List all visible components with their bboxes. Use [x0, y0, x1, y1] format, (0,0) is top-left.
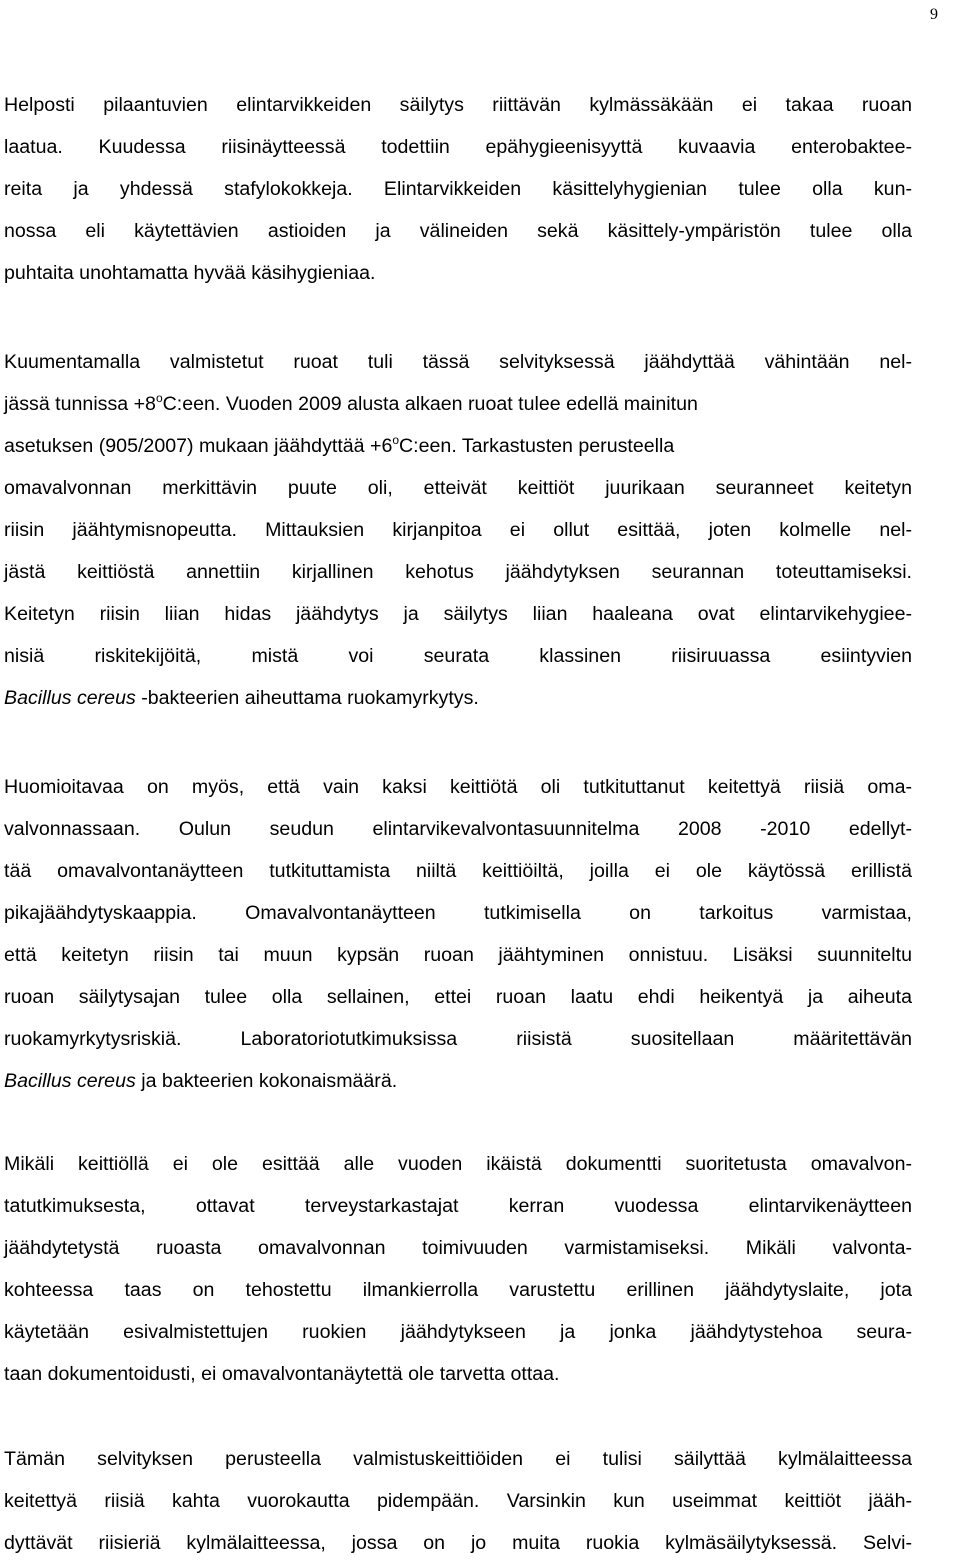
text-line: kohteessa taas on tehostettu ilmankierrolla varustettu erillinen jäähdytyslaite, jota	[4, 1279, 912, 1301]
text-segment: -bakteerien aiheuttama ruokamyrkytys.	[135, 687, 479, 709]
text-line: ruoan säilytysajan tulee olla sellainen, ettei ruoan laatu ehdi heikentyä ja aiheuta	[4, 986, 912, 1008]
text-line: nisiä riskitekijöitä, mistä voi seurata klassinen riisiruuassa esiintyvien	[4, 645, 912, 667]
paragraph-3	[4, 766, 912, 1102]
page-number: 9	[930, 6, 938, 23]
text-line: jästä keittiöstä annettiin kirjallinen kehotus jäähdytyksen seurannan toteuttamiseksi.	[4, 561, 912, 583]
text-line	[4, 425, 912, 467]
text-line: omavalvonnan merkittävin puute oli, etteivät keittiöt juurikaan seuranneet keitetyn	[4, 477, 912, 499]
text-line: Mikäli keittiöllä ei ole esittää alle vuoden ikäistä dokumentti suoritetusta omavalvon-	[4, 1153, 912, 1175]
text-line: puhtaita unohtamatta hyvää käsihygieniaa.	[4, 262, 376, 284]
degree-superscript: o	[392, 433, 400, 447]
species-name: Bacillus cereus	[4, 687, 136, 709]
text-line: ruokamyrkytysriskiä. Laboratoriotutkimuksissa riisistä suositellaan määritettävän	[4, 1028, 912, 1050]
paragraph-4	[4, 1143, 912, 1395]
text-line: käytetään esivalmistettujen ruokien jäähdytykseen ja jonka jäähdytystehoa seura-	[4, 1321, 912, 1343]
paragraph-5	[4, 1438, 912, 1564]
text-line: laatua. Kuudessa riisinäytteessä todettiin epähygieenisyyttä kuvaavia enterobaktee-	[4, 136, 912, 158]
text-line: Tämän selvityksen perusteella valmistuskeittiöiden ei tulisi säilyttää kylmälaitteessa	[4, 1448, 912, 1470]
text-segment: ja bakteerien kokonaismäärä.	[135, 1070, 398, 1092]
text-line: tää omavalvontanäytteen tutkituttamista niiltä keittiöiltä, joilla ei ole käytössä erillistä	[4, 860, 912, 882]
text-segment: C:een. Vuoden 2009 alusta alkaen ruoat tulee edellä mainitun	[162, 393, 698, 415]
text-segment	[4, 383, 698, 425]
text-line	[4, 677, 912, 719]
species-name: Bacillus cereus	[4, 1070, 136, 1092]
degree-superscript: o	[155, 391, 163, 405]
text-line: valvonnassaan. Oulun seudun elintarvikevalvontasuunnitelma 2008 -2010 edellyt-	[4, 818, 912, 840]
text-segment: asetuksen (905/2007) mukaan jäähdyttää +6	[4, 435, 393, 457]
text-line: riisin jäähtymisnopeutta. Mittauksien kirjanpitoa ei ollut esittää, joten kolmelle nel-	[4, 519, 912, 541]
text-line: taan dokumentoidusti, ei omavalvontanäytettä ole tarvetta ottaa.	[4, 1363, 560, 1385]
text-line: Kuumentamalla valmistetut ruoat tuli tässä selvityksessä jäähdyttää vähintään nel-	[4, 351, 912, 373]
text-line: jäähdytetystä ruoasta omavalvonnan toimivuuden varmistamiseksi. Mikäli valvonta-	[4, 1237, 912, 1259]
text-segment: jässä tunnissa +8	[4, 393, 156, 415]
text-line: nossa eli käytettävien astioiden ja välineiden sekä käsittely-ympäristön tulee olla	[4, 220, 912, 242]
text-line	[4, 1060, 912, 1102]
text-line: Keitetyn riisin liian hidas jäähdytys ja säilytys liian haaleana ovat elintarvikehygiee-	[4, 603, 912, 625]
text-line: tatutkimuksesta, ottavat terveystarkastajat kerran vuodessa elintarvikenäytteen	[4, 1195, 912, 1217]
text-line: dyttävät riisieriä kylmälaitteessa, jossa on jo muita ruokia kylmäsäilytyksessä. Selvi-	[4, 1532, 912, 1554]
text-line: Helposti pilaantuvien elintarvikkeiden säilytys riittävän kylmässäkään ei takaa ruoan	[4, 94, 912, 116]
text-line	[4, 383, 912, 425]
text-segment: C:een. Tarkastusten perusteella	[399, 435, 675, 457]
text-line: keitettyä riisiä kahta vuorokautta pidempään. Varsinkin kun useimmat keittiöt jääh-	[4, 1490, 912, 1512]
text-line: pikajäähdytyskaappia. Omavalvontanäytteen tutkimisella on tarkoitus varmistaa,	[4, 902, 912, 924]
text-line: että keitetyn riisin tai muun kypsän ruoan jäähtyminen onnistuu. Lisäksi suunniteltu	[4, 944, 912, 966]
text-line: Huomioitavaa on myös, että vain kaksi keittiötä oli tutkituttanut keitettyä riisiä oma-	[4, 776, 912, 798]
paragraph-2	[4, 341, 912, 719]
text-line: reita ja yhdessä stafylokokkeja. Elintarvikkeiden käsittelyhygienian tulee olla kun-	[4, 178, 912, 200]
paragraph-1	[4, 84, 912, 294]
